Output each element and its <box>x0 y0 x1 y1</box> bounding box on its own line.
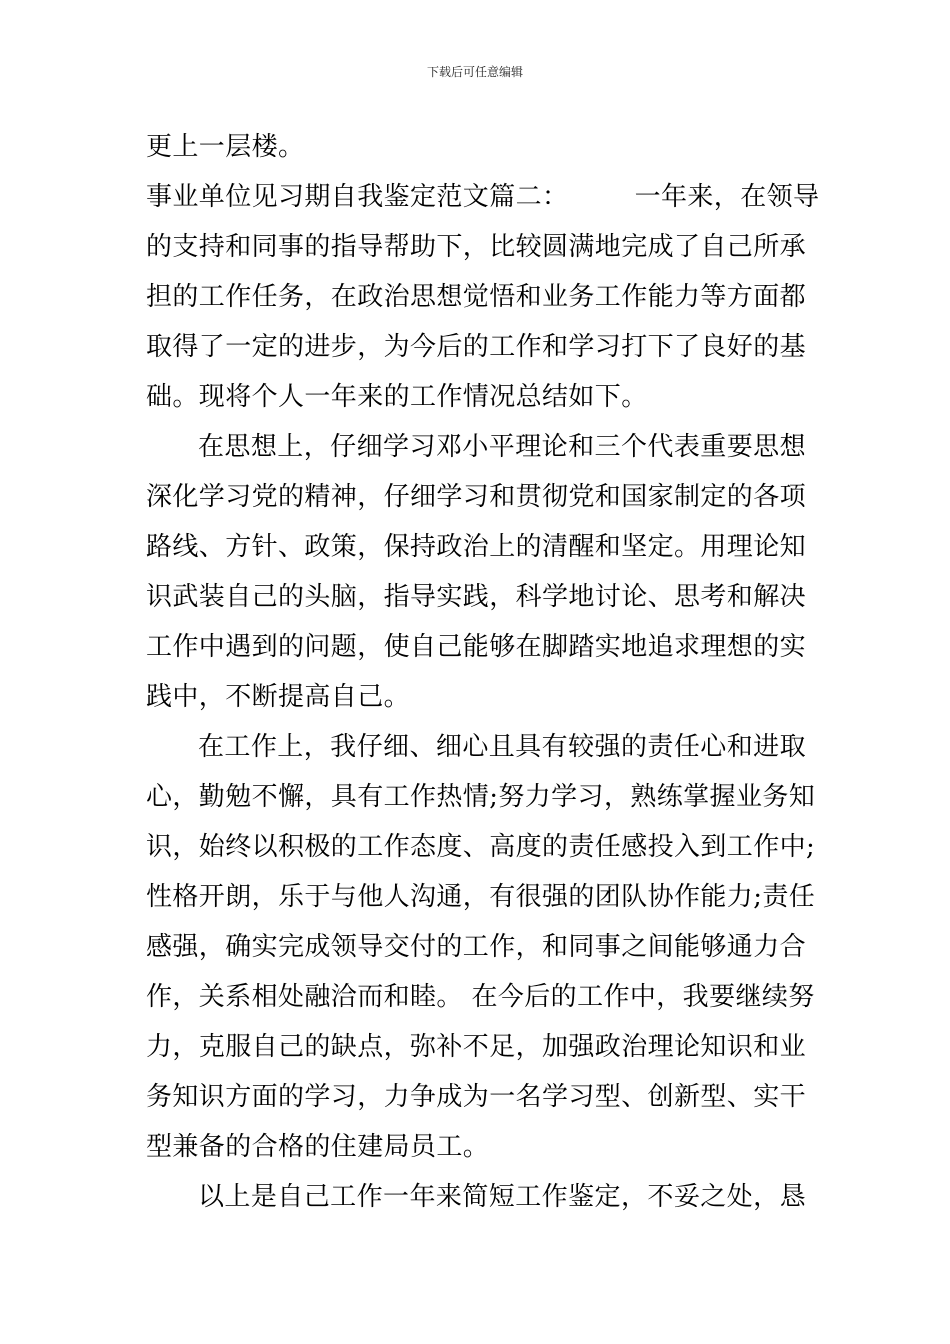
text-line: 型兼备的合格的住建局员工。 <box>146 1132 490 1162</box>
text-line: 性格开朗，乐于与他人沟通，有很强的团队协作能力;责任 <box>146 882 816 912</box>
text-line: 深化学习党的精神，仔细学习和贯彻党和国家制定的各项 <box>146 482 807 512</box>
text-line: 感强，确实完成领导交付的工作，和同事之间能够通力合 <box>146 932 807 962</box>
page-header: 下载后可任意编辑 <box>426 65 523 79</box>
text-line: 更上一层楼。 <box>146 132 305 162</box>
text-line: 取得了一定的进步，为今后的工作和学习打下了良好的基 <box>146 332 807 362</box>
text-line: 在工作上，我仔细、细心且具有较强的责任心和进取 <box>198 732 806 762</box>
text-line: 力，克服自己的缺点，弥补不足，加强政治理论知识和业 <box>146 1032 807 1062</box>
text-line: 路线、方针、政策，保持政治上的清醒和坚定。用理论知 <box>146 532 807 562</box>
text-line: 在思想上，仔细学习邓小平理论和三个代表重要思想 <box>198 432 806 462</box>
text-line: 础。现将个人一年来的工作情况总结如下。 <box>146 382 648 412</box>
text-line: 务知识方面的学习，力争成为一名学习型、创新型、实干 <box>146 1082 807 1112</box>
text-line: 以上是自己工作一年来简短工作鉴定，不妥之处，恳 <box>198 1182 806 1212</box>
text-line: 的支持和同事的指导帮助下，比较圆满地完成了自己所承 <box>146 232 807 262</box>
text-line: 工作中遇到的问题，使自己能够在脚踏实地追求理想的实 <box>146 632 807 662</box>
document-body <box>146 130 820 1230</box>
text-line: 作，关系相处融洽而和睦。 在今后的工作中，我要继续努 <box>146 982 815 1012</box>
text-line: 识，始终以积极的工作态度、高度的责任感投入到工作中; <box>146 832 816 862</box>
text-line: 践中，不断提高自己。 <box>146 682 411 712</box>
text-line: 识武装自己的头脑，指导实践，科学地讨论、思考和解决 <box>146 582 807 612</box>
text-line: 心，勤勉不懈，具有工作热情;努力学习，熟练掌握业务知 <box>146 782 816 812</box>
text-line: 担的工作任务，在政治思想觉悟和业务工作能力等方面都 <box>146 282 807 312</box>
text-line: 事业单位见习期自我鉴定范文篇二： 一年来，在领导 <box>146 182 820 212</box>
